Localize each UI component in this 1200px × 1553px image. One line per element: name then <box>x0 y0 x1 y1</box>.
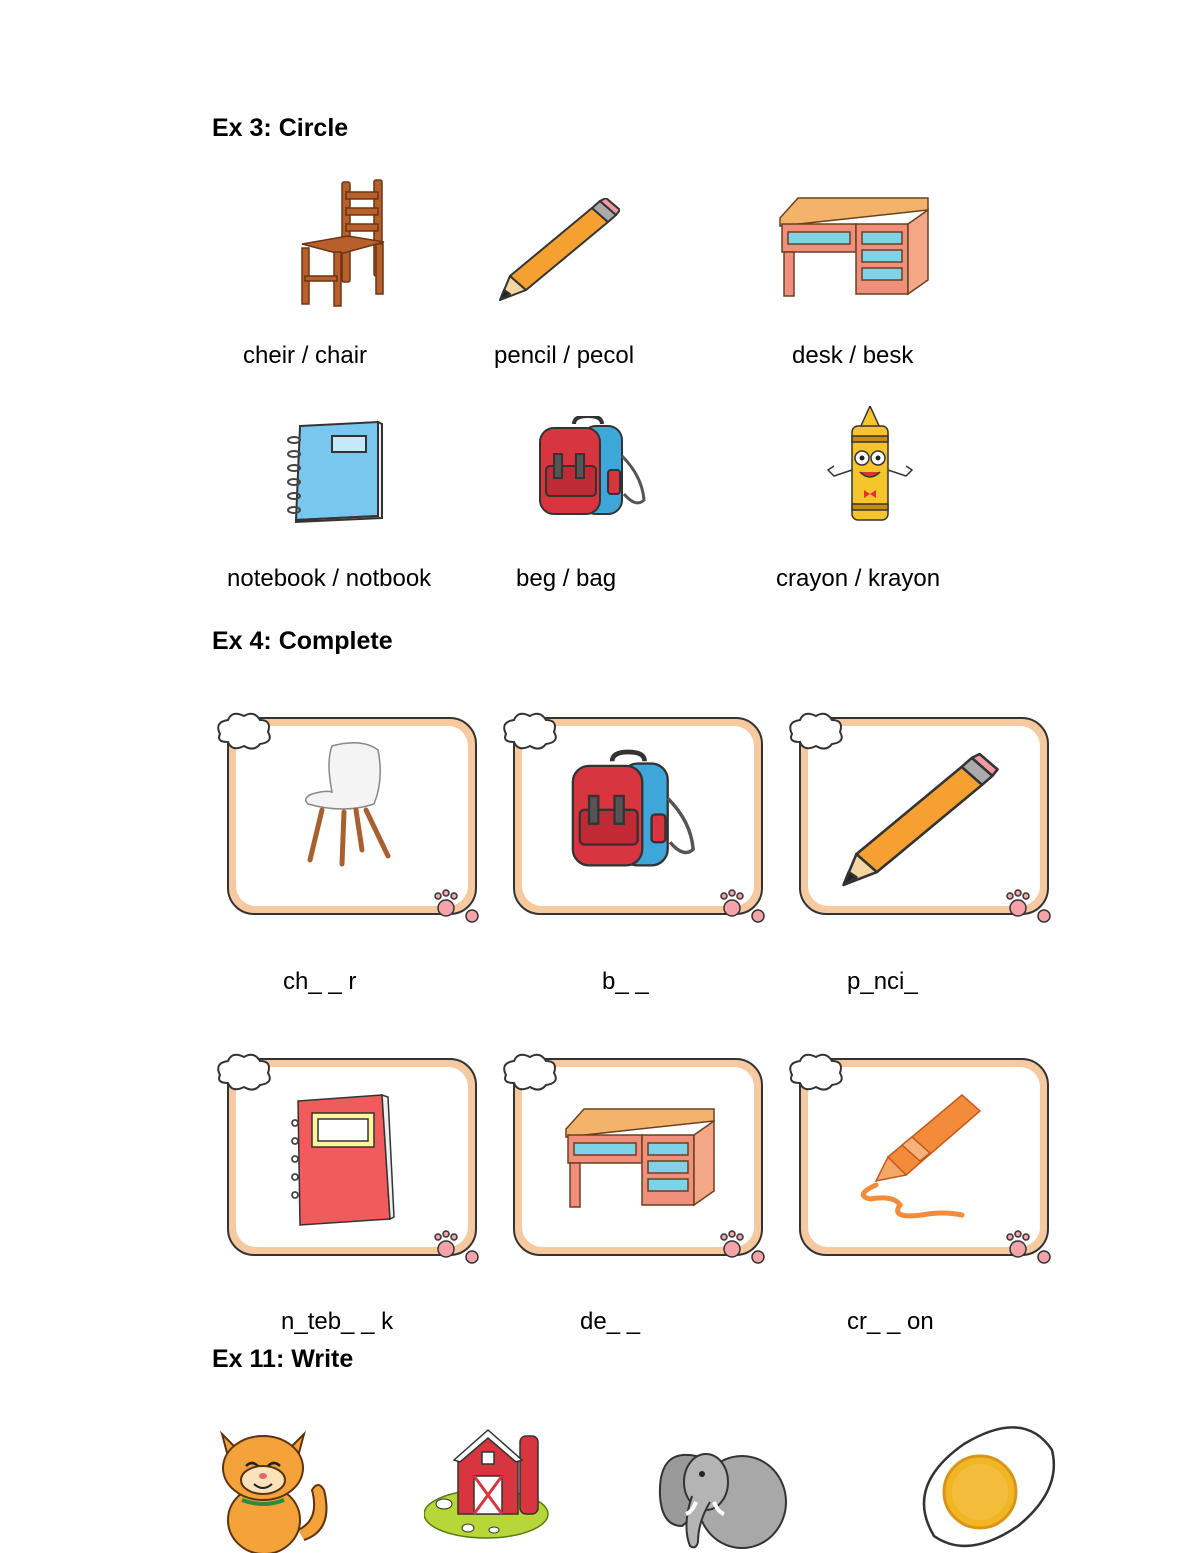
yellow-crayon-icon <box>826 406 914 526</box>
ex4-word-bag[interactable]: b_ _ <box>602 968 649 995</box>
backpack-icon <box>538 416 646 518</box>
picture-frame <box>216 712 478 930</box>
desk-icon <box>778 196 932 300</box>
orange-crayon-icon <box>852 1091 988 1223</box>
ex4-word-pencil[interactable]: p_nci_ <box>847 968 918 995</box>
pencil-icon <box>838 754 998 890</box>
wooden-chair-icon <box>290 178 390 308</box>
picture-frame <box>788 712 1050 930</box>
ex11-heading: Ex 11: Write <box>212 1345 354 1373</box>
blue-notebook-icon <box>286 420 384 524</box>
ex3-word-chair[interactable]: cheir / chair <box>243 342 368 369</box>
ex4-word-chair[interactable]: ch_ _ r <box>283 968 357 995</box>
cat-icon <box>208 1420 332 1553</box>
picture-frame <box>502 1053 764 1271</box>
ex3-word-notebook[interactable]: notebook / notbook <box>227 565 432 592</box>
ex3-word-bag[interactable]: beg / bag <box>516 565 617 592</box>
elephant-icon <box>656 1436 790 1553</box>
egg-icon <box>914 1424 1056 1548</box>
ex4-word-crayon[interactable]: cr_ _ on <box>847 1308 934 1335</box>
white-chair-icon <box>304 742 396 866</box>
red-notebook-icon <box>290 1093 394 1229</box>
desk-icon <box>564 1107 718 1211</box>
ex3-word-desk[interactable]: desk / besk <box>792 342 914 369</box>
ex3-word-crayon[interactable]: crayon / krayon <box>776 565 941 592</box>
picture-frame <box>788 1053 1050 1271</box>
picture-frame <box>216 1053 478 1271</box>
ex4-heading: Ex 4: Complete <box>212 627 393 655</box>
ex3-word-pencil[interactable]: pencil / pecol <box>494 342 635 369</box>
ex4-word-desk[interactable]: de_ _ <box>580 1308 641 1335</box>
ex4-word-notebook[interactable]: n_teb_ _ k <box>281 1308 394 1335</box>
backpack-icon <box>570 752 696 870</box>
ex3-heading: Ex 3: Circle <box>212 114 349 142</box>
picture-frame <box>502 712 764 930</box>
pencil-icon <box>496 198 620 304</box>
barn-icon <box>424 1424 554 1540</box>
